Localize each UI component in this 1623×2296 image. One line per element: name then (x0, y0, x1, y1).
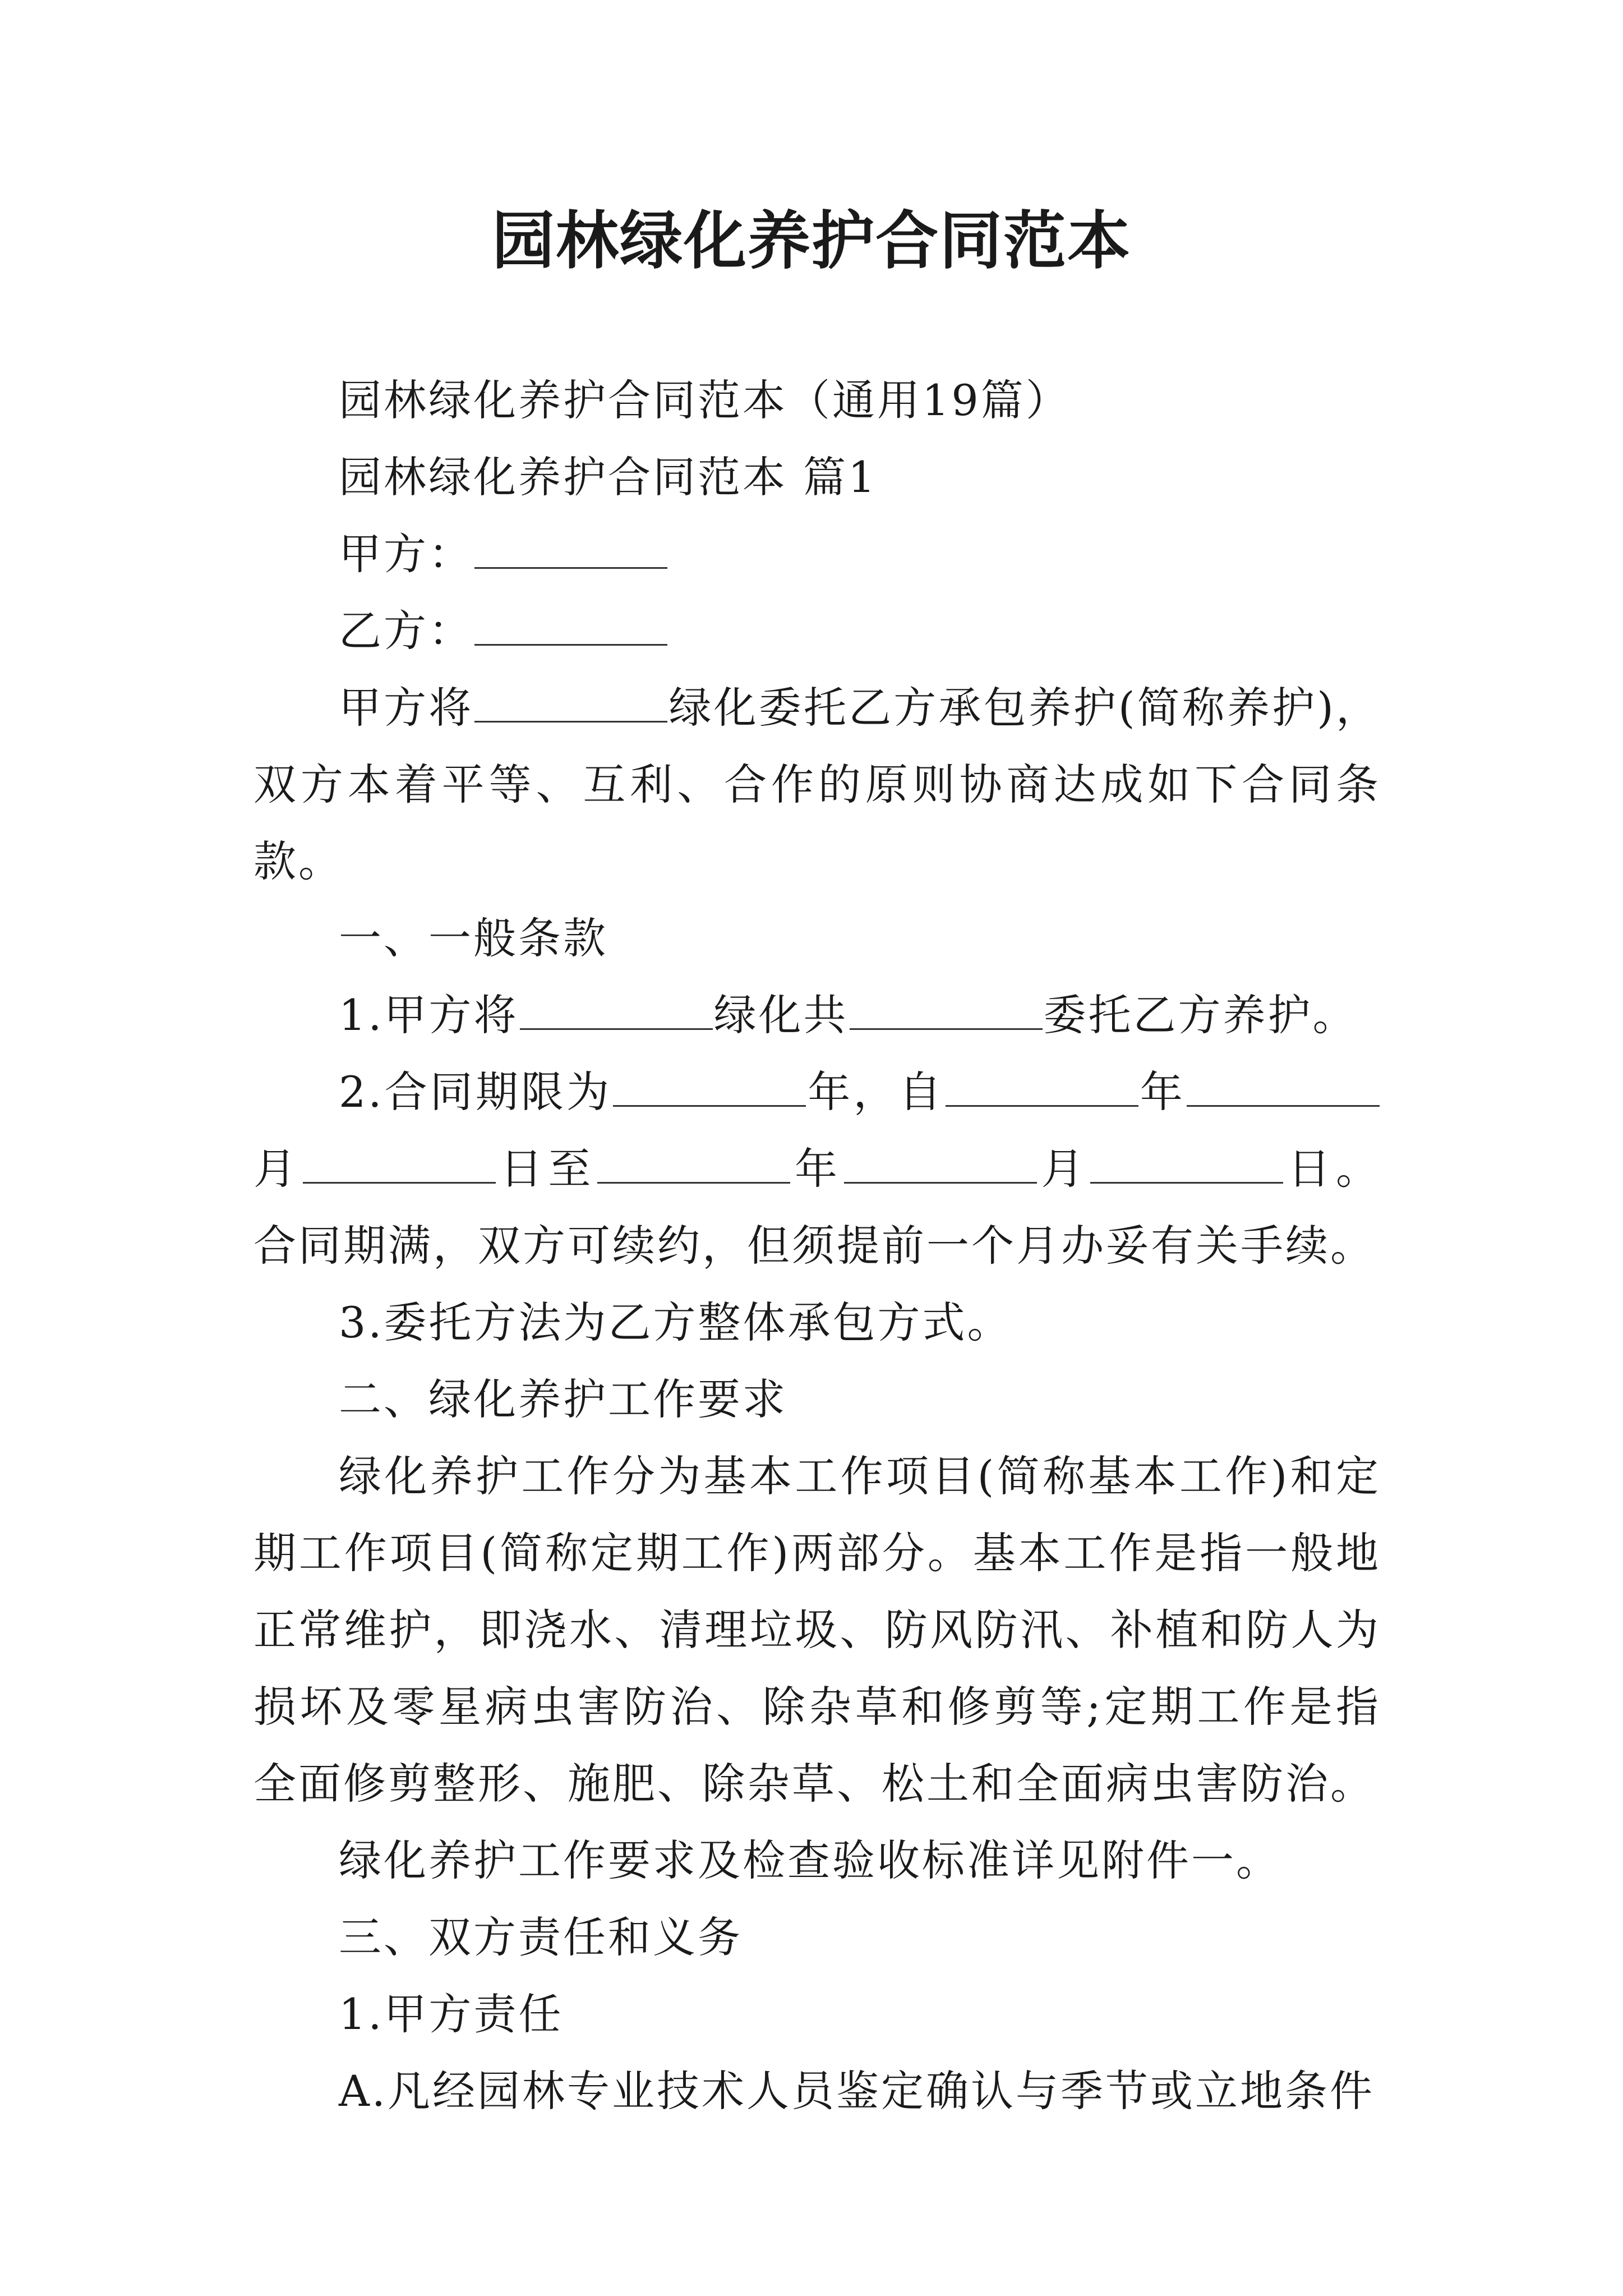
paragraph-text: 2.合同期限为 (339, 1067, 612, 1117)
fill-blank (850, 993, 1043, 1030)
paragraph-duty-a (253, 2053, 1381, 2129)
paragraph-intro (253, 669, 1381, 900)
fill-blank (844, 1147, 1037, 1184)
paragraph-text: A.凡经园林专业技术人员鉴定确认与季节或立地条件 (339, 2066, 1375, 2116)
party-a-label: 甲方： (339, 529, 473, 579)
paragraph-section-heading (253, 439, 1381, 516)
paragraph-text: 委托乙方养护。 (1043, 990, 1358, 1040)
paragraph-text: 绿化养护工作分为基本工作项目(简称基本工作)和定期工作项目(简称定期工作)两部分。基本工作是指一般地正常维护，即浇水、清理垃圾、防风防汛、补植和防人为损坏及零星病虫害防治、除杂草和修剪等;定期工作是指全面修剪整形、施肥、除杂草、松土和全面病虫害防治。 (253, 1451, 1381, 1809)
party-b-label: 乙方： (339, 606, 473, 656)
paragraph-text: 日。合同期满，双方可续约，但须提前一个月办妥有关手续。 (253, 1144, 1381, 1271)
document-body (253, 362, 1381, 2129)
paragraph-text: 月 (1038, 1144, 1090, 1194)
paragraph-text: 绿化委托乙方承包养护(简称养护)，双方本着平等、互利、合作的原则协商达成如下合同条款。 (253, 683, 1381, 886)
paragraph-requirements-attachment (253, 1822, 1381, 1899)
paragraph-text: 年 (791, 1144, 843, 1194)
paragraph-party-b (253, 592, 1381, 669)
paragraph-text: 1.甲方责任 (339, 1989, 564, 2039)
paragraph-heading-duties (253, 1899, 1381, 1976)
fill-blank (303, 1147, 496, 1184)
paragraph-heading-requirements (253, 1361, 1381, 1438)
paragraph-text: 园林绿化养护合同范本 篇1 (339, 452, 878, 502)
paragraph-party-a (253, 516, 1381, 592)
fill-blank (1187, 1070, 1380, 1107)
fill-blank (1090, 1147, 1283, 1184)
paragraph-clause-3 (253, 1284, 1381, 1361)
fill-blank (613, 1070, 806, 1107)
paragraph-subtitle (253, 362, 1381, 439)
paragraph-heading-general (253, 900, 1381, 977)
paragraph-clause-2 (253, 1053, 1381, 1284)
fill-blank (946, 1070, 1138, 1107)
document-title: 园林绿化养护合同范本 (492, 204, 1131, 278)
paragraph-text: 年 (1139, 1067, 1186, 1117)
party-a-blank (474, 532, 667, 569)
party-b-blank (474, 609, 667, 646)
paragraph-text: 园林绿化养护合同范本（通用19篇） (339, 375, 1071, 425)
fill-blank (474, 686, 667, 723)
paragraph-text: 绿化养护工作要求及检查验收标准详见附件一。 (339, 1835, 1281, 1885)
paragraph-text: 二、绿化养护工作要求 (339, 1374, 787, 1424)
paragraph-text: 甲方将 (339, 683, 474, 733)
paragraph-clause-1 (253, 977, 1381, 1053)
paragraph-text: 1.甲方将 (339, 990, 519, 1040)
paragraph-text: 年，自 (807, 1067, 944, 1117)
paragraph-text: 一、一般条款 (339, 913, 608, 963)
paragraph-text: 三、双方责任和义务 (339, 1912, 743, 1962)
paragraph-text: 3.委托方法为乙方整体承包方式。 (339, 1297, 1012, 1347)
fill-blank (520, 993, 713, 1030)
paragraph-party-a-duties (253, 1976, 1381, 2053)
paragraph-text: 绿化共 (713, 990, 849, 1040)
paragraph-requirements-detail (253, 1438, 1381, 1822)
paragraph-text: 日至 (496, 1144, 597, 1194)
fill-blank (597, 1147, 790, 1184)
paragraph-text: 月 (253, 1144, 302, 1194)
